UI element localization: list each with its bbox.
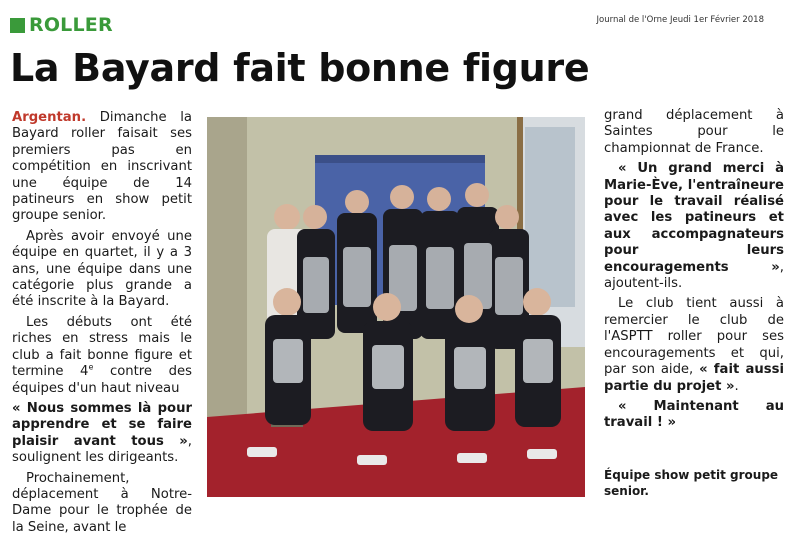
publication-info: Journal de l'Orne Jeudi 1er Février 2018 — [596, 15, 764, 25]
team-photo-illustration — [207, 117, 585, 497]
paragraph-1: Argentan. Dimanche la Bayard roller faisait ses premiers pas en compétition en inscrivant une équipe de 14 patineurs en show petit groupe senior. — [12, 110, 192, 224]
headline: La Bayard fait bonne figure — [10, 46, 590, 90]
article-column-3 — [604, 108, 784, 436]
section-rubric — [10, 14, 113, 36]
quote-2: « Un grand merci à Marie-Ève, l'entraîneure pour le travail réalisé avec les patineurs et aux accompagnateurs pour leurs encouragements » — [604, 161, 784, 275]
quote-1: « Nous sommes là pour apprendre et se faire plaisir avant tous » — [12, 400, 192, 449]
paragraph-8: Le club tient aussi à remercier le club de l'ASPTT roller pour ses encouragements et qui, par son aide, « fait aussi partie du projet ». — [604, 296, 784, 394]
team-photo — [207, 117, 585, 497]
paragraph-5: Prochainement, déplacement à Notre-Dame pour le trophée de la Seine, avant le — [12, 470, 192, 535]
quote-3: « fait aussi partie du projet » — [604, 362, 784, 394]
rubric-label: ROLLER — [29, 14, 113, 36]
paragraph-9 — [604, 399, 784, 432]
photo-caption: Équipe show petit groupe senior. — [604, 468, 779, 498]
paragraph-2: Après avoir envoyé une équipe en quartet, il y a 3 ans, une équipe dans une catégorie plus grande a été inscrite à la Bayard. — [12, 228, 192, 310]
quote-4: « Maintenant au travail ! » — [604, 398, 784, 431]
paragraph-4: « Nous sommes là pour apprendre et se faire plaisir avant tous », soulignent les dirigeants. — [12, 400, 192, 466]
rubric-square-icon — [10, 18, 25, 33]
paragraph-3: Les débuts ont été riches en stress mais le club a fait bonne figure et termine 4e contre des équipes d'un haut niveau — [12, 314, 192, 396]
paragraph-6: grand déplacement à Saintes pour le championnat de France. — [604, 108, 784, 156]
dateline: Argentan. — [12, 110, 87, 125]
article-column-1 — [12, 110, 192, 540]
paragraph-7: « Un grand merci à Marie-Ève, l'entraîneure pour le travail réalisé avec les patineurs et aux accompagnateurs pour leurs encouragements », ajoutent-ils. — [604, 161, 784, 292]
